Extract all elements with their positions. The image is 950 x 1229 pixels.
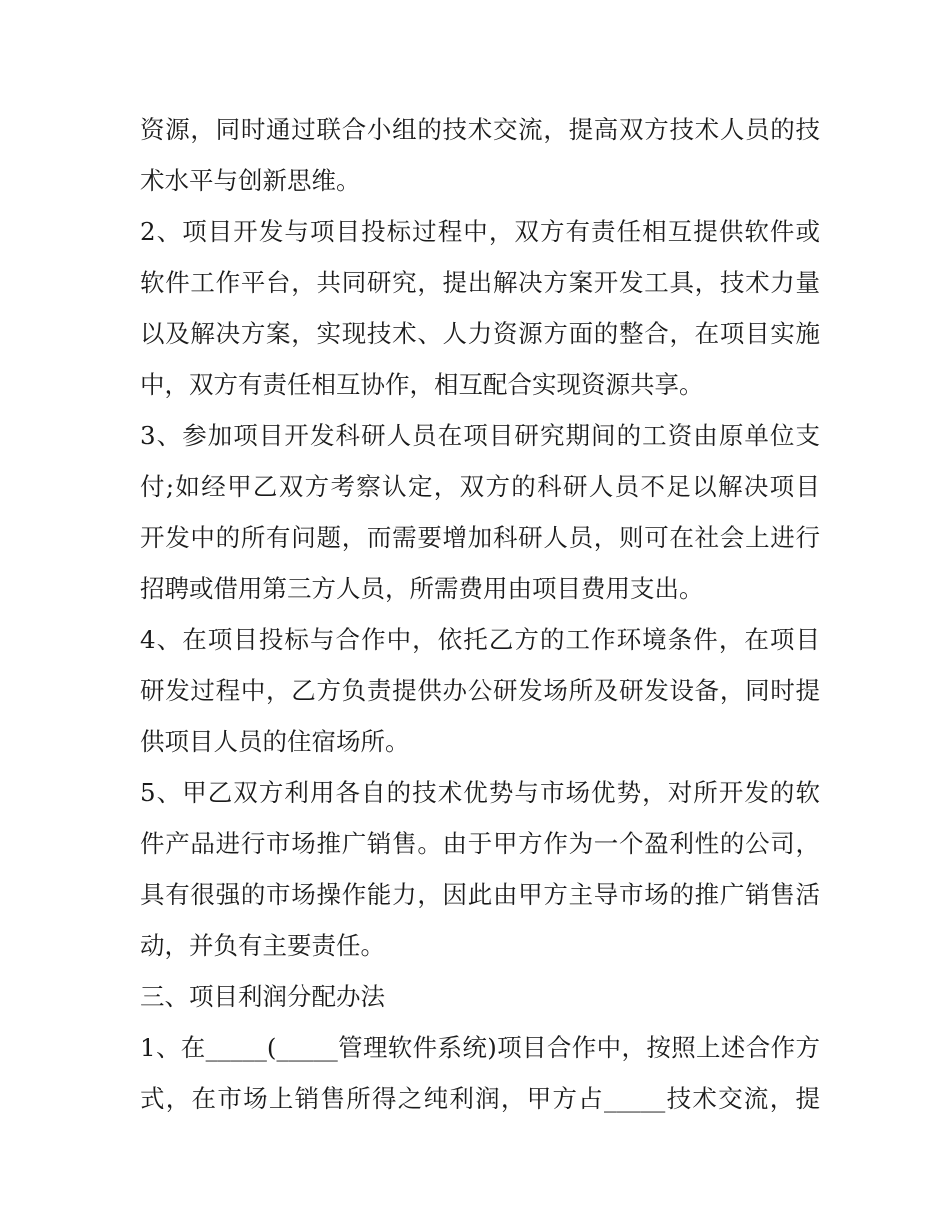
- text-line: 软件工作平台，共同研究，提出解决方案开发工具，技术力量: [140, 268, 820, 297]
- text-line: 4、在项目投标与合作中，依托乙方的工作环境条件，在项目: [140, 625, 820, 654]
- text-line: 术水平与创新思维。: [140, 166, 361, 195]
- text-line: 动，并负有主要责任。: [140, 931, 385, 960]
- text-line: 招聘或借用第三方人员，所需费用由项目费用支出。: [140, 574, 704, 603]
- text-line: 具有很强的市场操作能力，因此由甲方主导市场的推广销售活: [140, 880, 820, 909]
- text-line: 研发过程中，乙方负责提供办公研发场所及研发设备，同时提: [140, 676, 820, 705]
- text-line: 2、项目开发与项目投标过程中，双方有责任相互提供软件或: [140, 217, 820, 246]
- text-line: 中，双方有责任相互协作，相互配合实现资源共享。: [140, 370, 704, 399]
- document-body: [140, 104, 820, 1124]
- text-line: 5、甲乙双方利用各自的技术优势与市场优势，对所开发的软: [140, 778, 820, 807]
- text-line: 3、参加项目开发科研人员在项目研究期间的工资由原单位支: [140, 421, 820, 450]
- text-line: 1、在_____(_____管理软件系统)项目合作中，按照上述合作方: [140, 1033, 820, 1062]
- text-line: 资源，同时通过联合小组的技术交流，提高双方技术人员的技: [140, 115, 820, 144]
- text-line: 开发中的所有问题，而需要增加科研人员，则可在社会上进行: [140, 523, 820, 552]
- text-line: 付;如经甲乙双方考察认定，双方的科研人员不足以解决项目: [140, 472, 820, 501]
- text-line: 供项目人员的住宿场所。: [140, 727, 410, 756]
- text-line: 件产品进行市场推广销售。由于甲方作为一个盈利性的公司，: [140, 829, 820, 858]
- text-line: 以及解决方案，实现技术、人力资源方面的整合，在项目实施: [140, 319, 820, 348]
- section-heading: 三、项目利润分配办法: [140, 982, 385, 1011]
- text-line: 式，在市场上销售所得之纯利润，甲方占_____技术交流，提: [140, 1084, 820, 1113]
